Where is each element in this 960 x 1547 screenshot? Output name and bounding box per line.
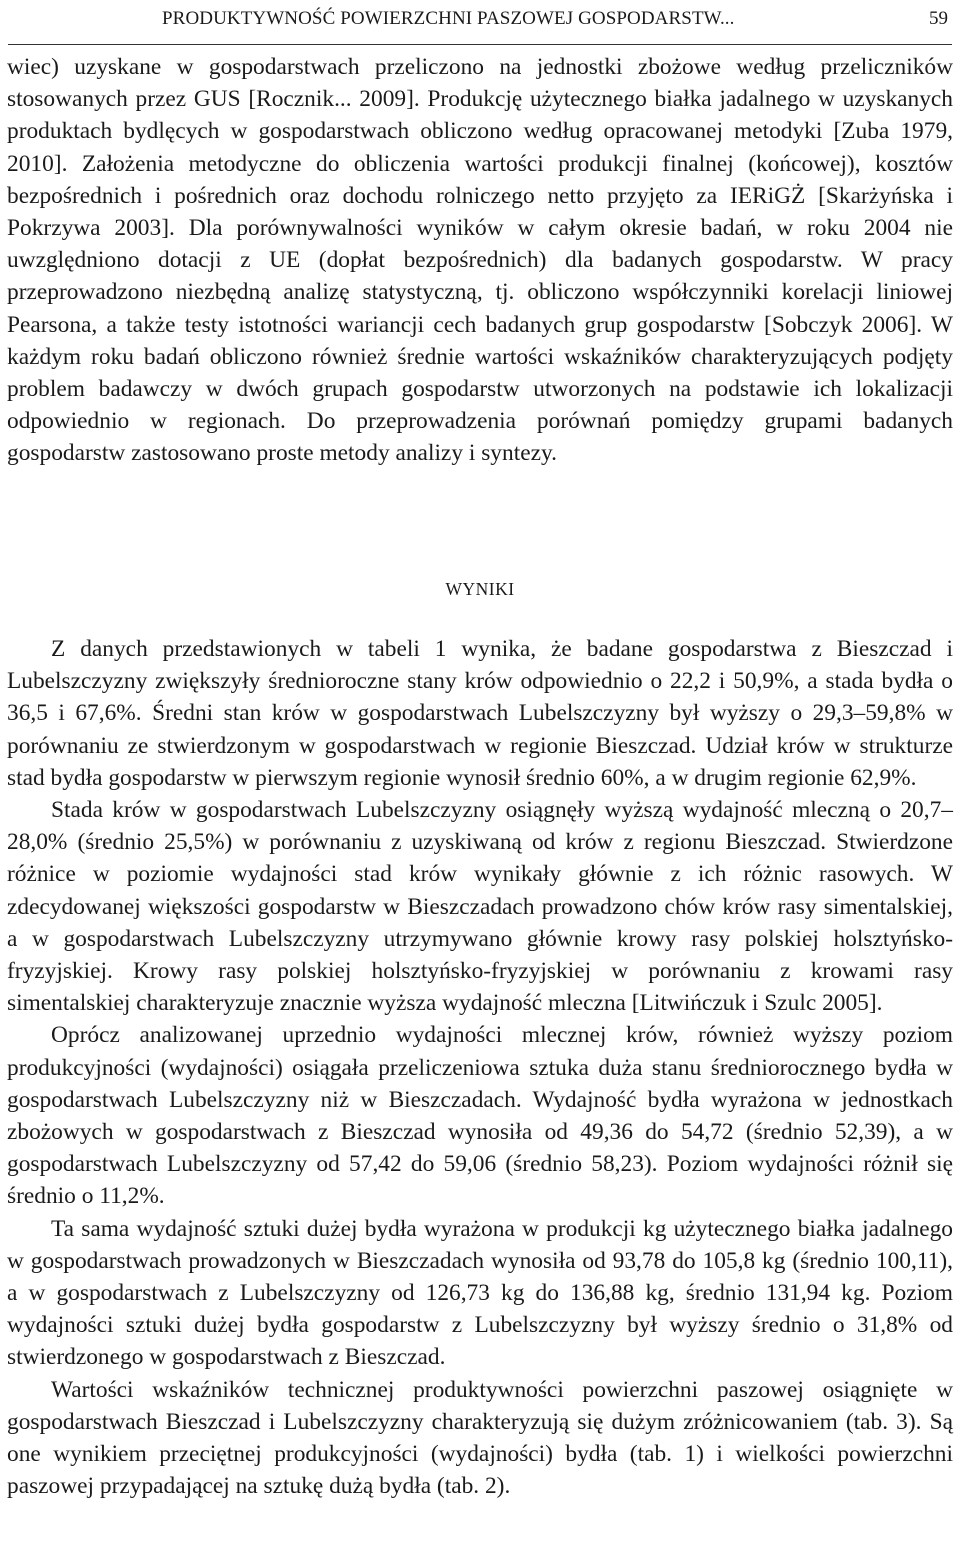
paragraph-results-5: Wartości wskaźników technicznej produktywności powierzchni paszowej osiągnięte w gospodarstwach Bieszczad i Lubelszczyzny charakteryzują się dużym zróżnicowaniem (tab. 3). Są one wynikiem przeciętnej produkcyjności (wydajności) bydła (tab. 1) i wielkości powierzchni paszowej przypadającej na sztukę dużą bydła (tab. 2). (7, 1376, 953, 1500)
paragraph-results-3: Oprócz analizowanej uprzednio wydajności mlecznej krów, również wyższy poziom produkcyjności (wydajności) osiągała przeliczeniowa sztuka duża stanu średniorocznego bydła w gospodarstwach Lubelszczyzny niż w Bieszczadach. Wydajność bydła wyrażona w jednostkach zbożowych w gospodarstwach z Bieszczad wynosiła od 49,36 do 54,72 (średnio 52,39), a w gospodarstwach Lubelszczyzny od 57,42 do 59,06 (średnio 58,23). Poziom wydajności różnił się średnio o 11,2%. (7, 1022, 953, 1210)
running-header (8, 0, 952, 45)
paragraph-results-1: Z danych przedstawionych w tabeli 1 wynika, że badane gospodarstwa z Bieszczad i Lubelszczyzny zwiększyły średnioroczne stany krów odpowiednio o 22,2 i 50,9%, a stada bydła o 36,5 i 67,6%. Średni stan krów w gospodarstwach Lubelszczyzny był wyższy o 29,3–59,8% w porównaniu ze stwierdzonym w gospodarstwach w regionie Bieszczad. Udział krów w strukturze stad bydła gospodarstw w pierwszym regionie wynosił średnio 60%, a w drugim regionie 62,9%. (7, 636, 953, 791)
methods-text-block (7, 51, 953, 470)
paragraph-methods: wiec) uzyskane w gospodarstwach przeliczono na jednostki zbożowe według przeliczników stosowanych przez GUS [Rocznik... 2009]. Produkcję użytecznego białka jadalnego w uzyskanych produktach bydlęcych w gospodarstwach obliczono według opracowanej metodyki [Zuba 1979, 2010]. Założenia metodyczne do obliczenia wartości produkcji finalnej (końcowej), kosztów bezpośrednich i pośrednich oraz dochodu rolniczego netto przyjęto za IERiGŻ [Skarżyńska i Pokrzywa 2003]. Dla porównywalności wyników w całym okresie badań, w roku 2004 nie uwzględniono dotacji z UE (dopłat bezpośrednich) dla badanych gospodarstw. W pracy przeprowadzono niezbędną analizę statystyczną, tj. obliczono współczynniki korelacji liniowej Pearsona, a także testy istotności wariancji cech badanych grup gospodarstw [Sobczyk 2006]. W każdym roku badań obliczono również średnie wartości wskaźników charakteryzujących podjęty problem badawczy w dwóch grupach gospodarstw utworzonych na podstawie ich lokalizacji odpowiednio w regionach. Do przeprowadzenia porównań pomiędzy grupami badanych gospodarstw zastosowano proste metody analizy i syntezy. (7, 54, 953, 467)
page-number: 59 (929, 8, 948, 29)
section-heading-results: WYNIKI (445, 579, 515, 599)
results-text-block (7, 633, 953, 1502)
running-title: PRODUKTYWNOŚĆ POWIERZCHNI PASZOWEJ GOSPODARSTW... (162, 8, 735, 29)
paragraph-results-4: Ta sama wydajność sztuki dużej bydła wyrażona w produkcji kg użytecznego białka jadalnego w gospodarstwach prowadzonych w Bieszczadach wynosiła od 93,78 do 105,8 kg (średnio 100,11), a w gospodarstwach z Lubelszczyzny od 126,73 kg do 136,88 kg, średnio 131,94 kg. Poziom wydajności sztuki dużej bydła gospodarstw z Lubelszczyzny był wyższy średnio o 31,8% od stwierdzonego w gospodarstwach z Bieszczad. (7, 1215, 953, 1371)
paragraph-results-2: Stada krów w gospodarstwach Lubelszczyzny osiągnęły wyższą wydajność mleczną o 20,7–28,0% (średnio 25,5%) w porównaniu z uzyskiwaną od krów z regionu Bieszczad. Stwierdzone różnice w poziomie wydajności stad krów wynikały głównie z ich różnic rasowych. W zdecydowanej większości gospodarstw w Bieszczadach prowadzono chów krów rasy simentalskiej, a w gospodarstwach Lubelszczyzny utrzymywano głównie krowy rasy polskiej holsztyńsko-fryzyjskiej. Krowy rasy polskiej holsztyńsko-fryzyjskiej w porównaniu z krowami rasy simentalskiej charakteryzuje znacznie wyższa wydajność mleczna [Litwińczuk i Szulc 2005]. (7, 797, 953, 1017)
